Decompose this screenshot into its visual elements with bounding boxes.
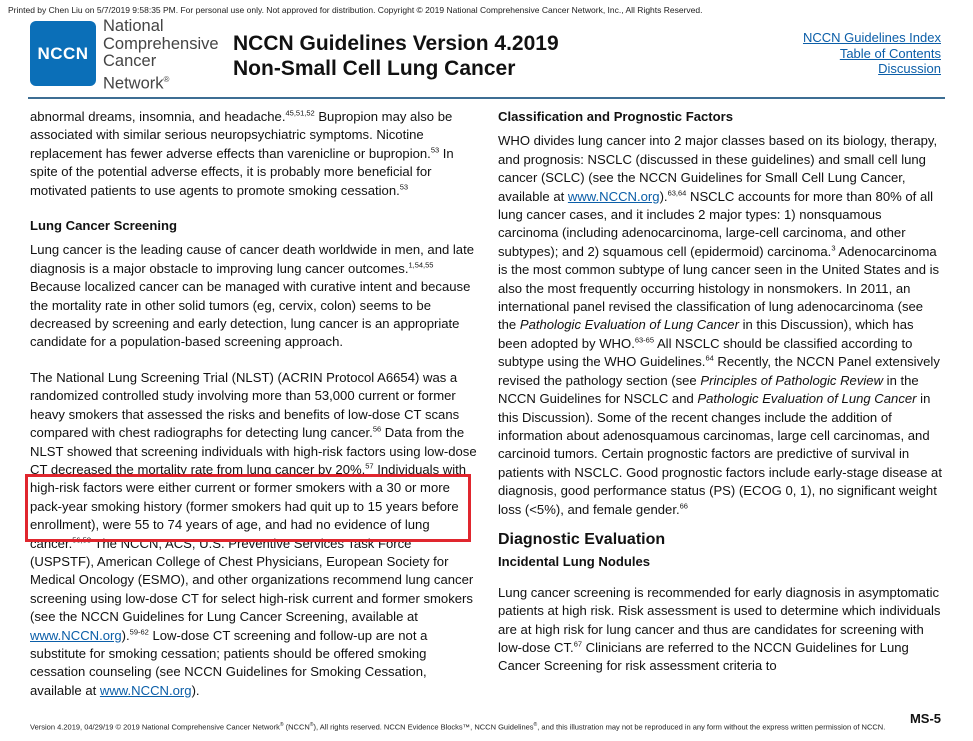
right-column <box>498 108 944 676</box>
page-number: MS-5 <box>909 711 941 726</box>
org-line: Comprehensive <box>103 34 219 53</box>
nccn-logo[interactable] <box>30 21 96 86</box>
guidelines-index-link[interactable]: NCCN Guidelines Index <box>802 30 941 45</box>
organization-name <box>103 18 219 93</box>
header-divider <box>28 97 945 99</box>
org-line: Cancer <box>103 52 157 70</box>
org-line: National <box>103 17 164 35</box>
section-heading-lung-cancer-screening: Lung Cancer Screening <box>30 218 177 234</box>
nccn-org-link[interactable]: www.NCCN.org <box>99 682 192 698</box>
paragraph: Lung cancer is the leading cause of cancer death worldwide in men, and late diagnosis is a major obstacle to improving lung cancer outcomes.$^{1,54,55}$ Because localized cancer can be managed with curative intent and because the mortality rate in other solid tumors (eg, cervix, colon) seems to be decreased by screening and early detection, lung cancer is an appropriate candidate for a population-based screening approach. <box>30 242 475 350</box>
nccn-org-link[interactable]: www.NCCN.org <box>567 188 660 204</box>
paragraph: Lung cancer screening is recommended for early diagnosis in asymptomatic patients at high risk. Risk assessment is used to determine which individuals are at high risk for lung cancer and thus are candidates for screening with low-dose CT.$^{67}$ Clinicians are referred to the NCCN Guidelines for Lung Cancer Screening for risk assessment criteria to <box>498 584 941 674</box>
section-heading-incidental-nodules: Incidental Lung Nodules <box>498 554 651 570</box>
left-column <box>30 108 478 700</box>
logo-text: NCCN <box>37 43 89 63</box>
guideline-nav <box>803 30 941 77</box>
title-line-2: Non-Small Cell Lung Cancer <box>233 57 516 80</box>
title-line-1: NCCN Guidelines Version 4.2019 <box>233 32 559 55</box>
nccn-org-link[interactable]: www.NCCN.org <box>30 627 122 643</box>
page-title <box>233 31 559 81</box>
print-notice: Printed by Chen Liu on 5/7/2019 9:58:35 PM. For personal use only. Not approved for distribution. Copyright © 2019 National Comprehensive Cancer Network, Inc., All Rights Reserved. <box>8 5 703 15</box>
section-heading-diagnostic-evaluation: Diagnostic Evaluation <box>498 530 666 548</box>
highlight-annotation-box <box>25 474 471 542</box>
paragraph: The National Lung Screening Trial (NLST) (ACRIN Protocol A6654) was a randomized controlled study involving more than 53,000 current or former heavy smokers that assessed the risks and benefits of low-dose CT scans compared with chest radiographs for detecting lung cancer.$^{56}$ Data from the NLST showed that screening individuals with high-risk factors using low-dose CT decreased the mortality rate from lung cancer by 20%.$^{57}$ Individuals with high-risk factors were either current or former smokers with a 30 or more pack-year smoking history (former smokers had quit up to 15 years before enrollment), were 55 to 74 years of age, and had no evidence of lung cancer.$^{56,58}$ The NCCN, ACS, U.S. Preventive Services Task Force (USPSTF), American College of Chest Physicians, European Society for Medical Oncology (ESMO), and other organizations recommend lung cancer screening using low-dose CT for select high-risk current and former smokers (see the NCCN Guidelines for Lung Cancer Screening, available at www.NCCN.org).$^{59-62}$ Low-dose CT screening and follow-up are not a substitute for smoking cessation; patients should be offered smoking cessation counseling (see NCCN Guidelines for Smoking Cessation, available at www.NCCN.org). <box>30 369 477 698</box>
section-heading-classification: Classification and Prognostic Factors <box>498 109 734 124</box>
paragraph: WHO divides lung cancer into 2 major classes based on its biology, therapy, and prognosis: NSCLC (discussed in these guidelines) and small cell lung cancer (SCLC) (see the NCCN Guidelines for Small Cell Lung Cancer, available at www.NCCN.org).$^{63,64}$ NSCLC accounts for more than 80% of all lung cancer cases, and it includes 2 major types: 1) nonsquamous carcinoma (including adenocarcinoma, large-cell carcinoma, and other subtypes); and 2) squamous cell (epidermoid) carcinoma.$^3$ Adenocarcinoma is the most common subtype of lung cancer seen in the United States and is also the most frequently occurring histology in nonsmokers. In 2011, an international panel revised the classification of lung adenocarcinoma (see the Pathologic Evaluation of Lung Cancer in this Discussion), which has been adopted by WHO.$^{63-65}$ All NSCLC should be classified according to subtype using the WHO Guidelines.$^{64}$ Recently, the NCCN Panel extensively revised the pathology section (see Principles of Pathologic Review in the NCCN Guidelines for NSCLC and Pathologic Evaluation of Lung Cancer in this Discussion). Some of the recent changes include the addition of information about adenosquamous carcinomas, large cell carcinomas, and carcinoid tumors. Certain prognostic factors are predictive of survival in patients with NSCLC. Good prognostic factors include early-stage disease at diagnosis, good performance status (PS) (ECOG 0, 1), no significant weight loss (<5%), and female gender.$^{66}$ <box>498 133 942 517</box>
table-of-contents-link[interactable]: Table of Contents <box>839 45 941 61</box>
discussion-link[interactable]: Discussion <box>878 61 941 76</box>
footer-copyright: Version 4.2019, 04/29/19 © 2019 National Comprehensive Cancer Network® (NCCN®), All rights reserved. NCCN Evidence Blocks™, NCCN Guidelines®, and this illustration may not be reproduced in any form without the express written permission of NCCN. <box>30 722 886 732</box>
paragraph: abnormal dreams, insomnia, and headache.$^{45,51,52}$ Bupropion may also be associated with similar serious neuropsychiatric symptoms. Nicotine replacement has fewer adverse effects than varenicline or bupropion.$^{53}$ In spite of the potential adverse effects, it is probably more beneficial for motivated patients to use agents to promote smoking cessation.$^{53}$ <box>30 108 454 198</box>
org-line: Network® <box>103 74 170 92</box>
